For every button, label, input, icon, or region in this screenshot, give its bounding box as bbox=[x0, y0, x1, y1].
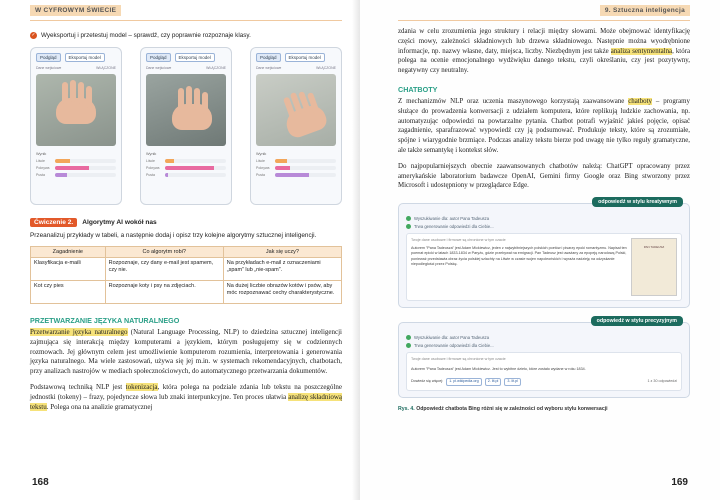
paragraph-popular-chatbots: Do najpopularniejszych obecnie zaawansowanych chatbotów należą: ChatGPT opracowany przez amerykańskie laboratorium badawcze OpenAI, Gemini firmy Google oraz Bing stworzony przez Microsoft i udostępniony w przeglądarce Edge. bbox=[398, 162, 690, 190]
chat-message bbox=[406, 352, 682, 391]
class-bar-row bbox=[36, 173, 116, 177]
confidence-fill bbox=[55, 166, 89, 170]
paragraph-text: . Polega ona na analizie gramatycznej bbox=[46, 403, 153, 412]
paragraph-chatbots bbox=[398, 97, 690, 156]
right-header bbox=[398, 0, 690, 21]
result-label: Wynik bbox=[146, 152, 157, 156]
class-label: Pokrywa bbox=[146, 166, 160, 170]
hand-image bbox=[56, 98, 96, 124]
class-label: Liście bbox=[146, 159, 155, 163]
paragraph-text: , która polega na ocenie emocjonalnego wydźwięku danego tekstu, czyli określaniu, czy jest pozytywny, negatywny czy neutralny. bbox=[398, 47, 691, 75]
book-title: PAN TADEUSZ bbox=[643, 245, 665, 250]
camera-preview bbox=[146, 74, 226, 146]
figure-caption bbox=[398, 406, 690, 412]
export-tab: Eksportuj model bbox=[175, 53, 215, 62]
export-tab: Eksportuj model bbox=[285, 53, 325, 62]
export-tab: Eksportuj model bbox=[65, 53, 105, 62]
class-label: Pusta bbox=[146, 173, 155, 177]
answer-text: Autorem "Pana Tadeusza" jest Adam Mickiewicz, jeden z najwybitniejszych polskich poetów i pisarzy epoki romantyzmu. Napisał ten poemat epicki w latach 1833-1834 w Paryżu, gdzie przebywał na emigracji. Pan Tadeusz jest uważany za epopeję narodową Polski, ponieważ przedstawia obraz życia polskiej szlachty na Litwie w czasie wojen napoleońskich i wyraża nadzieję na odzyskanie niepodległości przez Polskę. bbox=[411, 245, 627, 267]
class-label: Pokrywa bbox=[36, 166, 50, 170]
model-preview-3 bbox=[250, 47, 342, 205]
confidence-bar bbox=[55, 166, 116, 170]
confidence-fill bbox=[275, 166, 290, 170]
status-text: Trwa generowanie odpowiedzi dla Ciebie... bbox=[414, 224, 494, 230]
toggle-label: WŁĄCZONE bbox=[206, 66, 226, 70]
chat-message bbox=[406, 233, 682, 301]
class-bar-row bbox=[256, 166, 336, 170]
style-label-creative: odpowiedź w stylu kreatywnym bbox=[592, 197, 683, 207]
table-row bbox=[31, 280, 342, 303]
paragraph-text: (Natural Language Processing, NLP) to dziedzina sztucznej inteligencji zajmująca się interakcją między komputerami a językiem, którym posługujemy się w codziennych rozmowach. Jej głównym celem jest umożliwienie komputerom rozumienia, interpretowania i generowania języka naturalnego. Ma wiele zastosowań, używa się jej m.in. w systemach rekomendacyjnych, chatbotach, przy analizach nastrojów w mediach społecznościowych, do automatycznego przetwarzania dokumentów. bbox=[30, 327, 342, 376]
confidence-bar bbox=[275, 159, 336, 163]
caption-text: Odpowiedź chatbota Bing różni się w zależności od wyboru stylu konwersacji bbox=[416, 405, 608, 412]
class-label: Liście bbox=[256, 159, 265, 163]
hand-image bbox=[172, 104, 212, 130]
source-link[interactable]: 1. pl.wikipedia.org bbox=[446, 378, 482, 386]
highlight: Przetwarzanie języka naturalnego bbox=[30, 327, 128, 336]
task-item bbox=[30, 32, 342, 39]
task-bullet-icon: ✓ bbox=[31, 32, 36, 38]
exercise-title: Algorytmy AI wokół nas bbox=[82, 219, 157, 226]
section-heading-nlp: PRZETWARZANIE JĘZYKA NATURALNEGO bbox=[30, 315, 180, 325]
confidence-bar bbox=[275, 166, 336, 170]
chapter-tag: W CYFROWYM ŚWIECIE bbox=[30, 5, 121, 16]
exercise-badge: Ćwiczenie 2. bbox=[30, 218, 77, 227]
check-icon bbox=[406, 343, 411, 348]
camera-preview bbox=[36, 74, 116, 146]
generating-status bbox=[406, 343, 682, 348]
paragraph-tokenization bbox=[30, 383, 342, 413]
highlight: analiza sentymentalna bbox=[610, 47, 673, 55]
exercise-text: Przeanalizuj przykłady w tabeli, a następnie dodaj i opisz trzy kolejne algorytmy sztucznej inteligencji. bbox=[30, 232, 317, 239]
highlight: analizę składniową tekstu bbox=[30, 393, 343, 412]
class-bar-row bbox=[146, 159, 226, 163]
input-label: Dane wejściowe bbox=[256, 66, 282, 70]
check-icon bbox=[406, 335, 411, 340]
confidence-fill bbox=[275, 159, 287, 163]
book-cover-image bbox=[631, 238, 677, 296]
hand-image bbox=[283, 102, 329, 140]
camera-preview bbox=[256, 74, 336, 146]
toggle-label: WŁĄCZONE bbox=[316, 66, 336, 70]
highlight: tokenizacja bbox=[125, 383, 158, 392]
table-header: Jak się uczy? bbox=[223, 246, 341, 257]
style-label-precise: odpowiedź w stylu precyzyjnym bbox=[591, 316, 683, 326]
confidence-fill bbox=[165, 166, 214, 170]
result-label: Wynik bbox=[36, 152, 47, 156]
class-bar-row bbox=[36, 166, 116, 170]
class-bar-row bbox=[256, 159, 336, 163]
privacy-note: Twoje dane osobowe i firmowe są chronione w tym czacie bbox=[411, 238, 506, 243]
table-header-row bbox=[31, 246, 342, 257]
table-cell: Na dużej liczbie obrazów kotów i psów, aby móc rozpoznawać cechy charakterystyczne. bbox=[223, 280, 341, 303]
highlight: chatboty bbox=[628, 97, 652, 105]
result-label: Wynik bbox=[256, 152, 267, 156]
exercise-table bbox=[30, 246, 342, 304]
input-label: Dane wejściowe bbox=[36, 66, 62, 70]
paragraph-text: , która polega na podziale zdania lub tekstu na poszczególne jednostki (tokeny) – frazy, pojedyncze słowa lub znaki interpunkcyjne. Ten proces ułatwia bbox=[30, 383, 342, 402]
source-link[interactable]: 3. lit.pl bbox=[504, 378, 521, 386]
paragraph-sentiment bbox=[398, 27, 690, 76]
paragraph-text: Z mechanizmów NLP oraz uczenia maszynowego korzystają zaawansowane bbox=[398, 97, 629, 105]
paragraph-text: – programy służące do prowadzenia konwersacji z udziałem komputera, które replikują ludzkie zachowania, np. automatyzując odpowiedzi na powtarzalne pytania. Chatbot potrafi wyjaśnić jakieś pojęcie, opisać zagadnienie, sparafrazować wypowiedź czy ją podsumować. Produkuje teksty, które są zrozumiałe, spójne i wiarygodnie brzmiące. Podczas analizy tekstu bierze pod uwagę nie tylko reguły gramatyczne, ale także semantykę i kontekst słów. bbox=[398, 97, 690, 154]
confidence-bar bbox=[165, 173, 226, 177]
class-label: Pusta bbox=[36, 173, 45, 177]
privacy-note: Twoje dane osobowe i firmowe są chronione w tym czacie bbox=[411, 357, 506, 362]
task-text: Wyeksportuj i przetestuj model – sprawdź, czy poprawnie rozpoznaje klasy. bbox=[41, 32, 251, 39]
paragraph-text: zdania w celu zrozumienia jego struktury i relacji między słowami. Może obejmować identyfikację części mowy, zależności składniowych lub drzewa składniowego. Następnie można wyodrębnione informacje, np. nazwy własne, daty, miejsca, liczby. Niezbędnym jest także bbox=[398, 28, 690, 55]
table-cell: Rozpoznaje koty i psy na zdjęciach. bbox=[105, 280, 223, 303]
source-link[interactable]: 2. lit.pl bbox=[485, 378, 502, 386]
left-header bbox=[30, 0, 342, 21]
paragraph-nlp bbox=[30, 328, 342, 378]
confidence-bar bbox=[165, 159, 226, 163]
check-icon bbox=[406, 216, 411, 221]
table-cell: Klasyfikacja e-maili bbox=[31, 257, 106, 280]
table-cell: Rozpoznaje, czy dany e-mail jest spamem, czy nie. bbox=[105, 257, 223, 280]
class-label: Pusta bbox=[256, 173, 265, 177]
chatbot-precise-box bbox=[398, 318, 690, 398]
model-preview-2 bbox=[140, 47, 232, 205]
search-status bbox=[406, 335, 682, 340]
toggle-label: WŁĄCZONE bbox=[96, 66, 116, 70]
confidence-bar bbox=[55, 173, 116, 177]
class-bar-row bbox=[146, 166, 226, 170]
preview-tab: Podgląd bbox=[146, 53, 171, 62]
model-preview-1 bbox=[30, 47, 122, 205]
class-label: Liście bbox=[36, 159, 45, 163]
confidence-bar bbox=[165, 166, 226, 170]
confidence-fill bbox=[55, 159, 70, 163]
status-text: Wyszukiwanie dla: autor Pana Tadeusza bbox=[414, 216, 490, 222]
table-header: Co algorytm robi? bbox=[105, 246, 223, 257]
generating-status bbox=[406, 224, 682, 229]
preview-tab: Podgląd bbox=[256, 53, 281, 62]
section-heading-chatbots: CHATBOTY bbox=[398, 84, 438, 94]
learn-more-label: Dowiedz się więcej: bbox=[411, 379, 444, 384]
input-label: Dane wejściowe bbox=[146, 66, 172, 70]
class-bar-row bbox=[146, 173, 226, 177]
exercise-heading bbox=[30, 218, 342, 227]
chatbot-creative-box bbox=[398, 199, 690, 308]
confidence-fill bbox=[275, 173, 309, 177]
class-label: Pokrywa bbox=[256, 166, 270, 170]
right-page bbox=[360, 0, 720, 500]
page-number-right: 169 bbox=[671, 477, 688, 488]
figure-number: Rys. 4. bbox=[398, 405, 415, 412]
check-icon bbox=[406, 224, 411, 229]
screenshots-row bbox=[30, 47, 342, 205]
response-count: 1 z 30 odpowiedzi bbox=[647, 379, 677, 384]
page-number-left: 168 bbox=[32, 477, 49, 488]
confidence-fill bbox=[165, 159, 174, 163]
search-status bbox=[406, 216, 682, 221]
class-bar-row bbox=[256, 173, 336, 177]
chapter-tag: 9. Sztuczna inteligencja bbox=[600, 5, 690, 16]
confidence-bar bbox=[275, 173, 336, 177]
table-row bbox=[31, 257, 342, 280]
answer-text: Autorem "Pana Tadeusza" jest Adam Mickiewicz. Jest to wybitne dzieło, które zostało wydane w roku 1834. bbox=[411, 366, 586, 371]
table-header: Zagadnienie bbox=[31, 246, 106, 257]
confidence-fill bbox=[165, 173, 168, 177]
sources-row bbox=[411, 378, 677, 386]
confidence-bar bbox=[55, 159, 116, 163]
preview-tab: Podgląd bbox=[36, 53, 61, 62]
table-cell: Na przykładach e-mail z oznaczeniami „spam” lub „nie-spam”. bbox=[223, 257, 341, 280]
class-bar-row bbox=[36, 159, 116, 163]
paragraph-text: Podstawową techniką NLP jest bbox=[30, 383, 126, 392]
confidence-fill bbox=[55, 173, 67, 177]
status-text: Wyszukiwanie dla: autor Pana Tadeusza bbox=[414, 335, 490, 341]
status-text: Trwa generowanie odpowiedzi dla Ciebie... bbox=[414, 343, 494, 349]
table-cell: Kot czy pies bbox=[31, 280, 106, 303]
